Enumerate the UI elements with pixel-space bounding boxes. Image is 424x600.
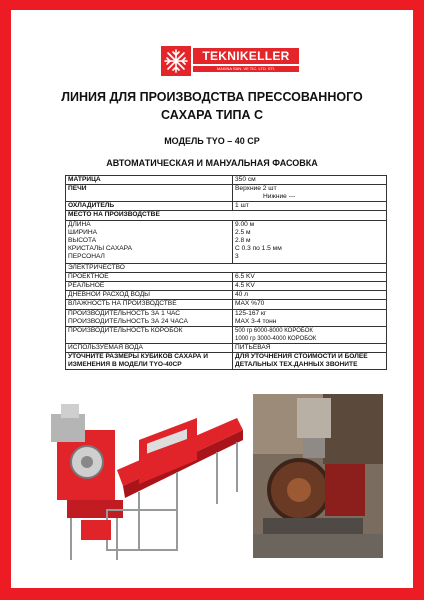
row-value: 125-167 кг [235,309,267,317]
table-row [66,176,387,185]
table-row [66,282,387,291]
row-label: ПЕЧИ [66,185,233,202]
row-value: 40 л [233,291,387,300]
table-row [66,272,387,281]
row-label: ПРОИЗВОДИТЕЛЬНОСТЬ ЗА 1 ЧАС [68,309,181,317]
table-row [66,263,387,272]
document-page [11,10,413,588]
row-label-group [66,220,233,263]
row-label: ИСПОЛЬЗУЕМАЯ ВОДА [66,343,233,352]
table-row [66,211,387,220]
table-row [66,202,387,211]
table-row [66,220,387,263]
row-value: 500 гр 6000-8000 КОРОБОК [235,327,313,334]
row-value-group [233,220,387,263]
machine-photo [253,394,383,558]
model-heading: МОДЕЛЬ TYO – 40 CP [164,136,260,146]
row-value-line: Нижние --- [263,193,296,201]
row-value: MAX %70 [233,300,387,309]
row-value: 2.5 м [235,228,251,236]
row-value-group [233,309,387,326]
row-label: ДНЕВНОЙ РАСХОД ВОДЫ [66,291,233,300]
row-value: 1000 гр 3000-4000 КОРОБОК [235,335,317,342]
table-row [66,343,387,352]
title-line-1: ЛИНИЯ ДЛЯ ПРОИЗВОДСТВА ПРЕССОВАННОГО [61,90,363,104]
row-label: ПРОИЗВОДИТЕЛЬНОСТЬ ЗА 24 ЧАСА [68,317,188,325]
logo-tagline: MAKINA SAN. VE TIC. LTD. STI. [193,66,299,72]
row-label: РЕАЛЬНОЕ [66,282,233,291]
packing-heading: АВТОМАТИЧЕСКАЯ И МАНУАЛЬНАЯ ФАСОВКА [106,158,318,168]
row-label: ВЛАЖНОСТЬ НА ПРОИЗВОДСТВЕ [66,300,233,309]
row-value: 2.8 м [235,237,251,245]
table-row [66,309,387,326]
section-header: МЕСТО НА ПРОИЗВОДСТВЕ [66,211,387,220]
row-value: 350 см [233,176,387,185]
spec-table [65,175,387,370]
row-label: ПЕРСОНАЛ [68,253,105,261]
logo-brand-text: TEKNIKELLER [193,48,299,64]
row-label: ВЫСОТА [68,237,97,245]
table-row [66,352,387,369]
row-value [233,185,387,202]
row-value: 9.00 м [235,220,255,228]
row-value-line: Верхние 2 шт [235,185,277,193]
row-label-group [66,309,233,326]
row-value: С 0.3 по 1.5 мм [235,245,282,253]
row-label: КРИСТАЛЫ САХАРА [68,245,133,253]
row-label: ПРОЕКТНОЕ [66,272,233,281]
row-label: ШИРИНА [68,228,98,236]
table-row [66,326,387,343]
row-label: ОХЛАДИТЕЛЬ [66,202,233,211]
row-value: MAX 3-4 тонн [235,317,277,325]
row-label: ПРОИЗВОДИТЕЛЬНОСТЬ КОРОБОК [66,326,233,343]
row-value-group [233,326,387,343]
row-label: ДЛИНА [68,220,91,228]
table-row [66,185,387,202]
snowflake-logo-icon [161,46,191,76]
section-header: ЭЛЕКТРИЧЕСТВО [66,263,387,272]
row-label: МАТРИЦА [66,176,233,185]
row-value: 4.5 KV [233,282,387,291]
row-value: ПИТЬЕВАЯ [233,343,387,352]
row-value: 3 [235,253,239,261]
table-row [66,300,387,309]
row-label: УТОЧНИТЕ РАЗМЕРЫ КУБИКОВ САХАРА И ИЗМЕНЕНИЯ В МОДЕЛИ TYO-40CP [66,352,233,369]
row-value: ДЛЯ УТОЧНЕНИЯ СТОИМОСТИ И БОЛЕЕ ДЕТАЛЬНЫХ ТЕХ.ДАННЫХ ЗВОНИТЕ [233,352,387,369]
production-line-illustration [47,400,247,570]
company-logo [161,46,299,76]
row-value: 6.5 KV [233,272,387,281]
table-row [66,291,387,300]
title-line-2: САХАРА ТИПА С [161,108,263,122]
row-value: 1 шт [233,202,387,211]
